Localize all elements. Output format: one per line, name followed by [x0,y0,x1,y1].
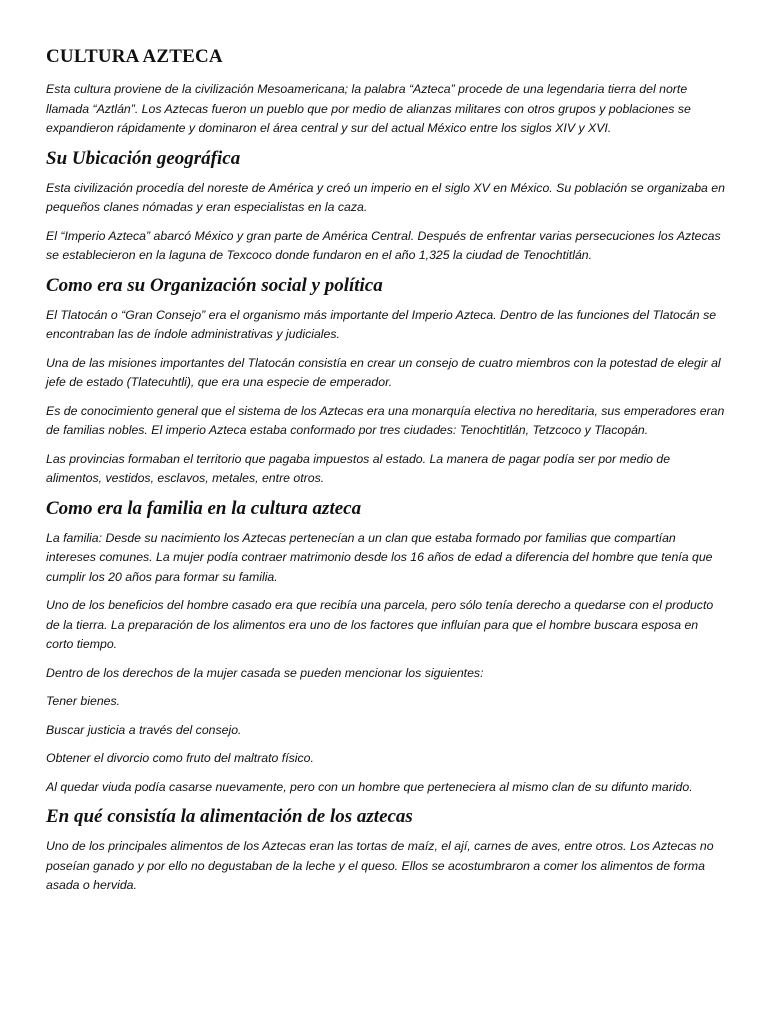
paragraph: Uno de los principales alimentos de los Aztecas eran las tortas de maíz, el ají, carnes de aves, entre otros. Los Aztecas no poseían ganado y por ello no degustaban de la leche y el queso. Ellos se acostumbraron a comer los alimentos de forma asada o hervida. [46,839,714,892]
section-ubicacion [46,148,726,266]
paragraph: La familia: Desde su nacimiento los Aztecas pertenecían a un clan que estaba formado por familias que compartían intereses comunes. La mujer podía contraer matrimonio desde los 16 años de edad a diferencia del hombre que tenía que cumplir los 20 años para formar su familia. [46,530,713,584]
document-page [46,46,726,905]
paragraph: El Tlatocán o “Gran Consejo” era el organismo más importante del Imperio Azteca. Dentro de las funciones del Tlatocán se encontraban las de índole administrativas y judiciales. [46,307,717,341]
paragraph: Tener bienes. [46,694,121,708]
paragraph: Es de conocimiento general que el sistema de los Aztecas era una monarquía electiva no hereditaria, sus emperadores eran de familias nobles. El imperio Azteca estaba conformado por tres ciudades: Tenochtitlán, Tetzcoco y Tlacopán. [46,403,725,437]
paragraph: Obtener el divorcio como fruto del maltrato físico. [46,751,314,765]
paragraph: El “Imperio Azteca” abarcó México y gran parte de América Central. Después de enfrentar varias persecuciones los Aztecas se establecieron en la laguna de Texcoco donde fundaron en el año 1,325 la ciudad de Tenochtitlán. [46,228,721,262]
paragraph: Las provincias formaban el territorio que pagaba impuestos al estado. La manera de pagar podía ser por medio de alimentos, vestidos, esclavos, metales, entre otros. [46,451,671,485]
section-alimentacion [46,806,726,896]
paragraph: Buscar justicia a través del consejo. [46,722,242,737]
section-heading: Su Ubicación geográfica [46,147,241,169]
section-organizacion [46,275,726,489]
section-heading: En qué consistía la alimentación de los aztecas [46,806,413,827]
intro-paragraph: Esta cultura proviene de la civilización Mesoamericana; la palabra “Azteca” procede de una legendaria tierra del norte llamada “Aztlán”. Los Aztecas fueron un pueblo que por medio de alianzas militares con otros grupos y poblaciones se expandieron rápidamente y dominaron el área central y sur del actual México entre los siglos XIV y XVI. [46,82,691,135]
paragraph: Al quedar viuda podía casarse nuevamente, pero con un hombre que perteneciera al mismo clan de su difunto marido. [46,779,693,794]
paragraph: Uno de los beneficios del hombre casado era que recibía una parcela, pero sólo tenía derecho a quedarse con el producto de la tierra. La preparación de los alimentos era uno de los factores que influían para que el hombre buscara esposa en corto tiempo. [46,598,714,651]
paragraph: Dentro de los derechos de la mujer casada se pueden mencionar los siguientes: [46,665,484,680]
paragraph: Esta civilización procedía del noreste de América y creó un imperio en el siglo XV en México. Su población se organizaba en pequeños clanes nómadas y eran especialistas en la caza. [46,180,725,214]
section-heading: Como era su Organización social y política [46,274,383,296]
document-title: CULTURA AZTECA [46,46,223,67]
section-heading: Como era la familia en la cultura azteca [46,497,362,519]
paragraph: Una de las misiones importantes del Tlatocán consistía en crear un consejo de cuatro miembros con la potestad de elegir al jefe de estado (Tlatecuhtli), que era una especie de emperador. [46,355,721,389]
section-familia [46,498,726,798]
